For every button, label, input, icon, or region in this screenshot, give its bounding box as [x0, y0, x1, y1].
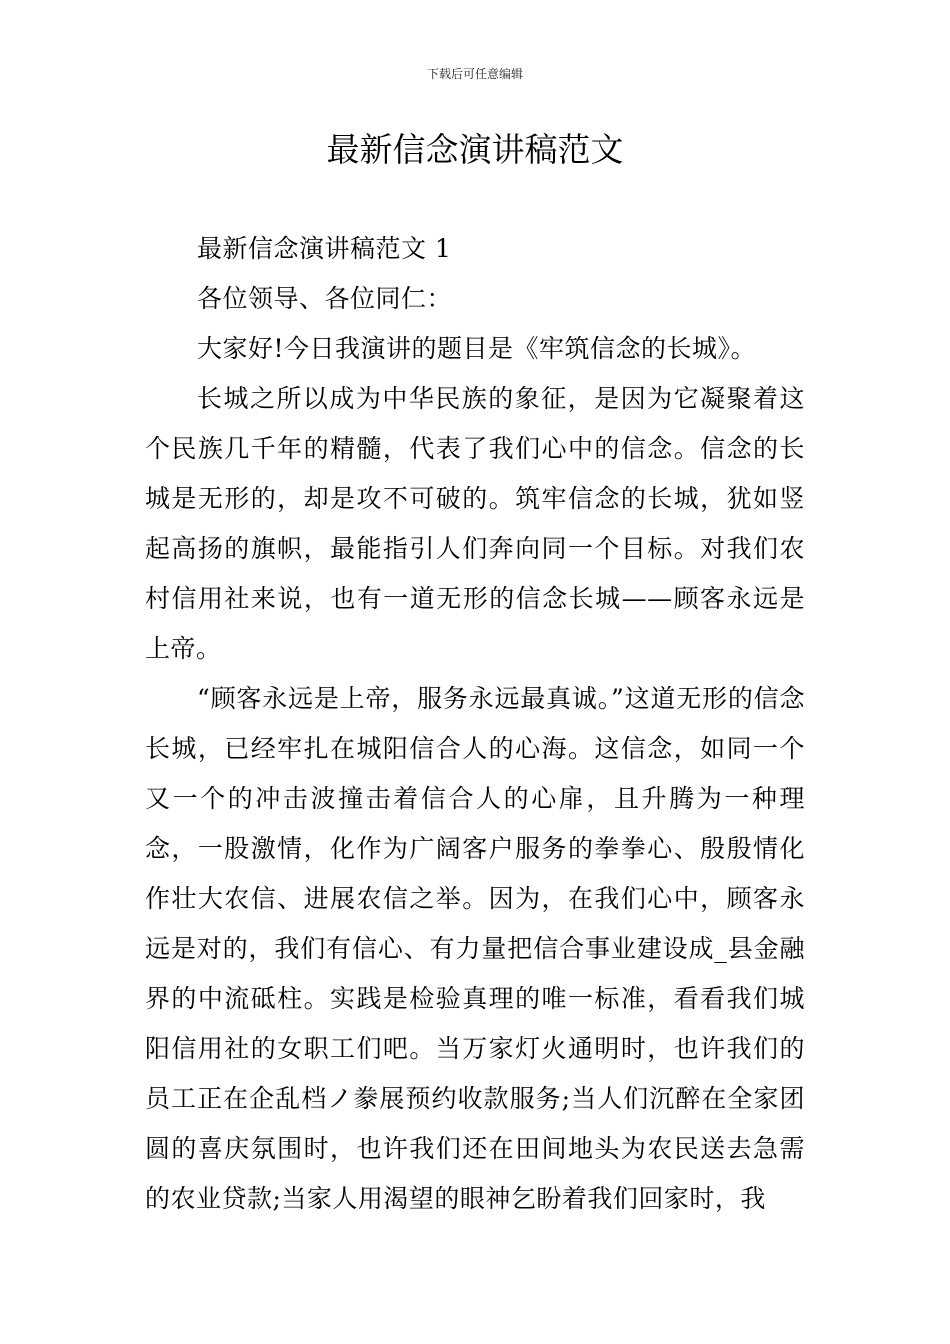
- page-header-note: 下载后可任意编辑: [426, 67, 523, 81]
- paragraph-subtitle: 最新信念演讲稿范文 1: [197, 234, 452, 263]
- paragraph-body: “顾客永远是上帝，服务永远最真诚。”这道无形的信念长城，已经牢扎在城阳信合人的心海。这信念，如同一个又一个的冲击波撞击着信合人的心扉，且升腾为一种理念，一股激情，化作为广阔客户服务的拳拳心、殷殷情化作壮大农信、进展农信之举。因为，在我们心中，顾客永远是对的，我们有信心、有力量把信合事业建设成_县金融界的中流砥柱。实践是检验真理的唯一标准，看看我们城阳信用社的女职工们吧。当万家灯火通明时，也许我们的员工正在企乱档ノ豢展预约收款服务;当人们沉醉在全家团圆的喜庆氛围时，也许我们还在田间地头为农民送去急需的农业贷款;当家人用渴望的眼神乞盼着我们回家时，我: [145, 684, 805, 1213]
- paragraph-salutation: 各位领导、各位同仁：: [197, 284, 453, 313]
- paragraph-body: 长城之所以成为中华民族的象征，是因为它凝聚着这个民族几千年的精髓，代表了我们心中的信念。信念的长城是无形的，却是攻不可破的。筑牢信念的长城，犹如竖起高扬的旗帜，最能指引人们奔向同一个目标。对我们农村信用社来说，也有一道无形的信念长城——顾客永远是上帝。: [145, 384, 805, 663]
- document-title: 最新信念演讲稿范文: [326, 130, 624, 169]
- document-body: [145, 224, 805, 1224]
- paragraph-greeting: 大家好!今日我演讲的题目是《牢筑信念的长城》。: [197, 334, 757, 363]
